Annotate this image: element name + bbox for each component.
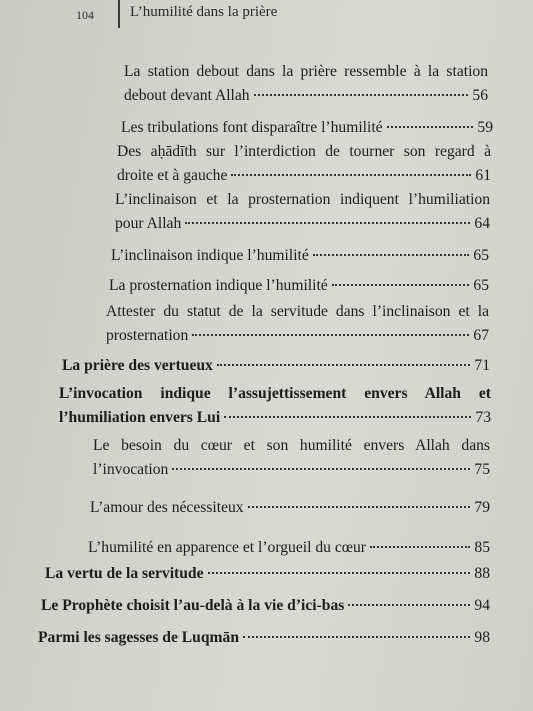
dot-leader [370, 530, 470, 548]
toc-entry-last-line [115, 210, 490, 234]
dot-leader [185, 206, 470, 224]
toc-entry-title: Les tribulations font disparaître l’humilité [121, 118, 383, 136]
dot-leader [248, 490, 471, 508]
toc-entry[interactable] [124, 62, 488, 106]
toc-entry-title: L’amour des nécessiteux [90, 498, 244, 516]
toc-entry-last-line [117, 162, 491, 186]
dot-leader [224, 400, 471, 418]
dot-leader [217, 348, 471, 366]
toc-entry-last-line [109, 272, 489, 296]
toc-entry-line: Attester du statut de la servitude dans l’inclinaison et la [106, 303, 489, 320]
toc-page-number: 65 [473, 276, 489, 294]
toc-entry-line: La station debout dans la prière ressemble à la station [124, 63, 488, 80]
toc-entry-last-line [121, 114, 493, 138]
toc-entry-last-line [93, 456, 490, 480]
toc-entry-last-line [59, 404, 491, 428]
toc-page-number: 85 [474, 538, 490, 556]
toc-entry-last-line [41, 592, 490, 616]
toc-entry-last-line [62, 352, 490, 376]
toc-entry[interactable] [121, 114, 493, 138]
toc-entry-line: Le besoin du cœur et son humilité envers Allah dans [93, 437, 490, 454]
toc-entry-last-line [45, 560, 490, 584]
dot-leader [231, 158, 471, 176]
toc-entry[interactable] [117, 142, 491, 186]
toc-page-number: 61 [475, 166, 491, 184]
toc-page-number: 88 [474, 564, 490, 582]
toc-entry-last-line [88, 534, 490, 558]
toc-entry-title: droite et à gauche [117, 166, 228, 184]
page-number: 104 [76, 8, 94, 22]
toc-page-number: 65 [473, 246, 489, 264]
toc-page-number: 73 [475, 408, 491, 426]
toc-page-number: 64 [474, 214, 490, 232]
toc-entry-last-line [124, 82, 488, 106]
dot-leader [348, 588, 470, 606]
toc-entry-title: La prière des vertueux [62, 356, 213, 374]
toc-entry-title: Parmi les sagesses de Luqmān [38, 628, 239, 646]
toc-entry-title: prosternation [106, 326, 189, 344]
toc-entry-last-line [90, 494, 490, 518]
toc-entry-title: L’humilité en apparence et l’orgueil du cœur [88, 538, 366, 556]
toc-page-number: 67 [473, 326, 489, 344]
toc-entry-last-line [111, 242, 489, 266]
toc-entry-last-line [38, 624, 490, 648]
dot-leader [243, 620, 470, 638]
dot-leader [387, 110, 474, 128]
dot-leader [192, 318, 469, 336]
toc-page-number: 71 [474, 356, 490, 374]
toc-page-number: 94 [474, 596, 490, 614]
dot-leader [254, 78, 469, 96]
toc-entry[interactable] [109, 272, 489, 296]
toc-entry-title: l’humiliation envers Lui [59, 408, 221, 426]
toc-page-number: 59 [477, 118, 493, 136]
toc-page-number: 56 [472, 86, 488, 104]
toc-entry-title: La prosternation indique l’humilité [109, 276, 328, 294]
toc-entry[interactable] [93, 436, 490, 480]
toc-entry[interactable] [115, 190, 490, 234]
dot-leader [172, 452, 470, 470]
toc-entry-title: pour Allah [115, 214, 182, 232]
toc-entry-title: debout devant Allah [124, 86, 250, 104]
toc-entry-line: L’invocation indique l’assujettissement envers Allah et [59, 385, 491, 402]
toc-entry-title: Le Prophète choisit l’au-delà à la vie d’ici-bas [41, 596, 345, 614]
toc-chapter[interactable] [62, 352, 490, 376]
toc-chapter[interactable] [59, 384, 491, 428]
toc-chapter[interactable] [45, 560, 490, 584]
toc-entry[interactable] [106, 302, 489, 346]
running-title: L’humilité dans la prière [130, 4, 278, 20]
toc-entry-title: l’invocation [93, 460, 169, 478]
toc-entry-line: Des aḥādīth sur l’interdiction de tourner son regard à [117, 143, 491, 160]
dot-leader [208, 556, 471, 574]
toc-entry[interactable] [111, 242, 489, 266]
toc-entry-title: La vertu de la servitude [45, 564, 204, 582]
toc-page-number: 98 [474, 628, 490, 646]
header-divider [118, 0, 120, 28]
toc-entry-line: L’inclinaison et la prosternation indiquent l’humiliation [115, 191, 490, 208]
toc-page-number: 75 [474, 460, 490, 478]
page-header [0, 0, 533, 30]
toc-chapter[interactable] [41, 592, 490, 616]
toc-entry[interactable] [90, 494, 490, 518]
toc-page-number: 79 [474, 498, 490, 516]
dot-leader [313, 238, 470, 256]
dot-leader [332, 268, 470, 286]
toc-entry-title: L’inclinaison indique l’humilité [111, 246, 309, 264]
toc-entry[interactable] [88, 534, 490, 558]
toc-entry-last-line [106, 322, 489, 346]
toc-chapter[interactable] [38, 624, 490, 648]
